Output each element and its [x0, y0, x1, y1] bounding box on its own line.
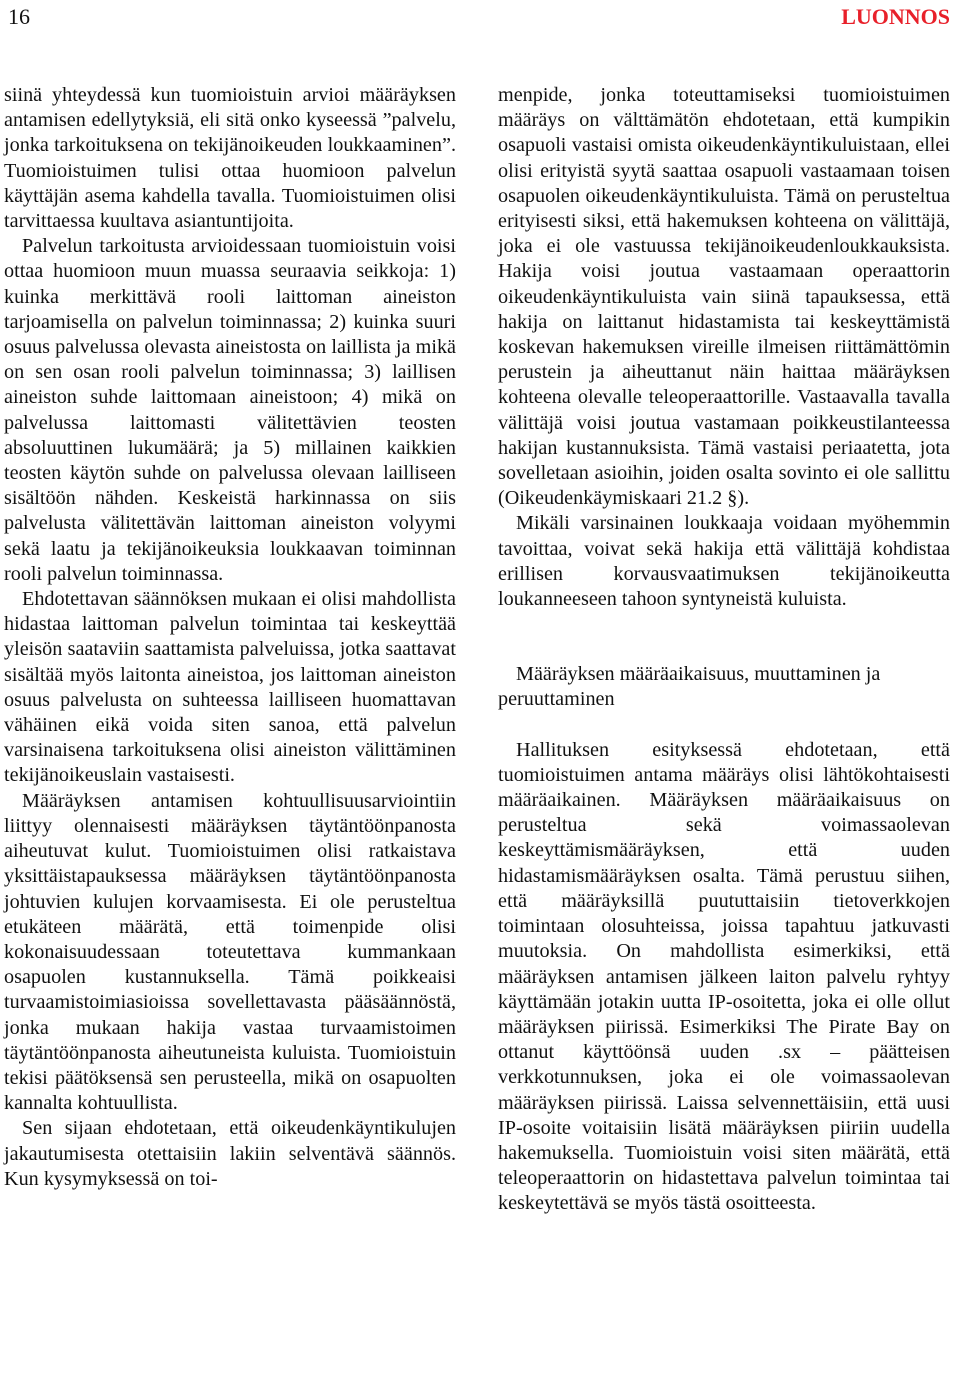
paragraph: Palvelun tarkoitusta arvioidessaan tuomioistuin voisi ottaa huomioon muun muassa seuraavia seikkoja: 1) kuinka merkittävä rooli laittoman aineiston tarjoamisella on palvelun toiminnassa; 2) kuinka suuri osuus palvelussa olevasta aineistosta on laillista ja mikä on sen osan rooli palvelun toiminnassa; 3) laillisen aineiston suhde laittomaan aineistoon; 4) mikä on palvelussa laittomasti välitettävien teosten absoluuttinen lukumäärä; ja 5) millainen kaikkien teosten käytön suhde on palvelussa olevaan lailliseen sisältöön nähden. Keskeistä harkinnassa on siis palvelusta välitettävän laittoman aineiston volyymi sekä laatu ja tekijänoikeuksia loukkaavan toiminnan rooli palvelun toiminnassa.: [4, 235, 456, 585]
paragraph: Sen sijaan ehdotetaan, että oikeudenkäyntikulujen jakautumisesta otettaisiin lakiin selventävä säännös. Kun kysymyksessä on toi-: [4, 1117, 456, 1190]
page-number: 16: [8, 4, 30, 29]
paragraph: Määräyksen antamisen kohtuullisuusarviointiin liittyy olennaisesti määräyksen täytäntöönpanosta aiheutuvat kulut. Tuomioistuimen olisi ratkaistava yksittäistapauksessa määräyksen täytäntöönpanosta johtuvien kulujen korvaamisesta. Ei ole perusteltua etukäteen määrätä, että toimenpide olisi kokonaisuudessaan toteutettava kummankaan osapuolen kustannuksella. Tämä poikkeaisi turvaamistoimiasioissa sovellettavasta pääsäännöstä, jonka mukaan hakija vastaa turvaamistoimen täytäntöönpanosta aiheutuneista kuluista. Tuomioistuin tekisi päätöksensä sen perusteella, mikä on osapuolten kannalta kohtuullista.: [4, 789, 456, 1115]
section-heading: Määräyksen määräaikaisuus, muuttaminen ja peruuttaminen: [498, 663, 881, 711]
left-column: [4, 83, 456, 1192]
paragraph: siinä yhteydessä kun tuomioistuin arvioi määräyksen antamisen edellytyksiä, eli sitä onko kyseessä ”palvelu, jonka tarkoituksena on tekijänoikeuden loukkaaminen”. Tuomioistuimen tulisi ottaa huomioon palvelun käyttäjän asema kahdella tavalla. Tuomioistuimen olisi tarvittaessa kuultava asiantuntijoita.: [4, 84, 456, 233]
paragraph: Hallituksen esityksessä ehdotetaan, että tuomioistuimen antama määräys olisi lähtökohtaisesti määräaikainen. Määräyksen määräaikaisuus on perusteltua sekä voimassaolevan keskeyttämismääräyksen, että uuden hidastamismääräyksen osalta. Tämä perustuu siihen, että määräyksillä puututtaisiin tietoverkkojen toimintaan olosuhteissa, joissa tapahtuu jatkuvasti muutoksia. On mahdollista esimerkiksi, että määräyksen antamisen jälkeen laiton palvelu ryhtyy käyttämään jotakin uutta IP-osoitetta, joka ei olle ollut määräyksen piirissä. Esimerkiksi The Pirate Bay on ottanut käyttöönsä uuden .sx – päätteisen verkkotunnuksen, joka ei ole voimassaolevan määräyksen piirissä. Laissa selvennettäisiin, että uusi IP-osoite voitaisiin lisätä määräyksen piiriin uudella hakemuksella. Tuomioistuin voisi siten määrätä, että teleoperaattorin on hidastettava palvelun toimintaa tai keskeytettävä se myös tästä osoitteesta.: [498, 738, 950, 1215]
paragraph: menpide, jonka toteuttamiseksi tuomioistuimen määräys on välttämätön ehdotetaan, että kumpikin osapuoli vastaisi omista oikeudenkäyntikuluistaan, ellei olisi erityistä syytä saattaa osapuoli vastaamaan toisen osapuolen oikeudenkäyntikuluista. Tämä on perusteltua erityisesti siksi, että hakemuksen kohteena on välittäjä, joka ei ole vastuussa tekijänoikeudenloukkauksista. Hakija voisi joutua vastaamaan operaattorin oikeudenkäyntikuluista vain siinä tapauksessa, että hakija on laittanut hidastamista tai keskeyttämistä koskevan hakemuksen vireille ilmeisen riittämättömin perustein ja aiheuttanut näin haittaa määräyksen kohteena olevalle teleoperaattorille. Vastaavalla tavalla välittäjä voisi joutua vastamaan poikkeustilanteessa hakijan kustannuksista. Tämä vastaisi periaatetta, jota sovelletaan asioihin, joiden osalta sovinto ei ole sallittu (Oikeudenkäymiskaari 21.2 §).: [498, 84, 950, 510]
paragraph: Ehdotettavan säännöksen mukaan ei olisi mahdollista hidastaa laittoman palvelun toimintaa tai keskeyttää yleisön saataviin saattamista palveluissa, jotka saattavat sisältää myös laitonta aineistoa, jos laittoman aineiston osuus palvelusta on suhteessa lailliseen huomattavan vähäinen eikä voida siten sanoa, että palvelun varsinaisena tarkoituksena olisi aineiston välittäminen tekijänoikeuslain vastaisesti.: [4, 588, 456, 787]
paragraph: Mikäli varsinainen loukkaaja voidaan myöhemmin tavoittaa, voivat sekä hakija että välittäjä kohdistaa erillisen korvausvaatimuksen tekijänoikeutta loukanneeseen tahoon syntyneistä kuluista.: [498, 512, 950, 611]
right-column: [498, 83, 950, 1217]
draft-label: LUONNOS: [841, 4, 950, 29]
